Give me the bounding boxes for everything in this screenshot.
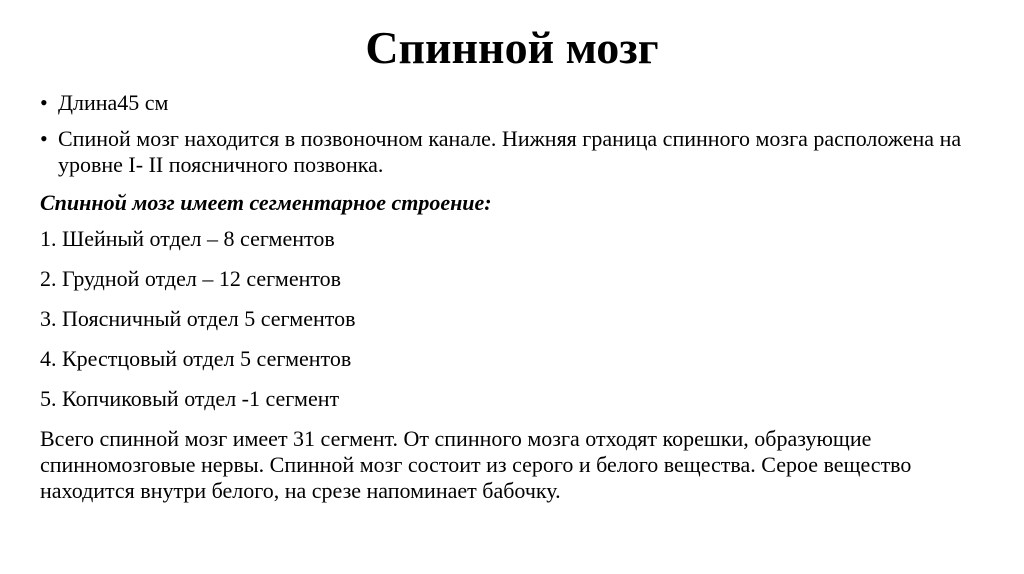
slide-content — [40, 90, 990, 504]
bullet-item-length — [40, 90, 990, 116]
bullet-text: Спиной мозг находится в позвоночном канале. Нижняя граница спинного мозга расположена на уровне I- II поясничного позвонка. — [58, 126, 962, 177]
segment-item-thoracic: 2. Грудной отдел – 12 сегментов — [40, 266, 342, 291]
segment-item-lumbar: 3. Поясничный отдел 5 сегментов — [40, 306, 356, 331]
slide-title: Спинной мозг — [365, 22, 659, 73]
bullet-item-location — [40, 126, 990, 178]
segment-subheading: Спинной мозг имеет сегментарное строение: — [40, 190, 492, 215]
segment-item-coccygeal: 5. Копчиковый отдел -1 сегмент — [40, 386, 340, 411]
segment-item-sacral: 4. Крестцовый отдел 5 сегментов — [40, 346, 352, 371]
bullet-marker: • — [40, 90, 48, 115]
bullet-text: Длина45 см — [58, 90, 169, 115]
bullet-marker: • — [40, 126, 48, 151]
segment-item-cervical: 1. Шейный отдел – 8 сегментов — [40, 226, 335, 251]
summary-paragraph: Всего спинной мозг имеет 31 сегмент. От спинного мозга отходят корешки, образующие спинномозговые нервы. Спинной мозг состоит из серого и белого вещества. Серое вещество находится внутри белого, на срезе напоминает бабочку. — [40, 426, 912, 503]
